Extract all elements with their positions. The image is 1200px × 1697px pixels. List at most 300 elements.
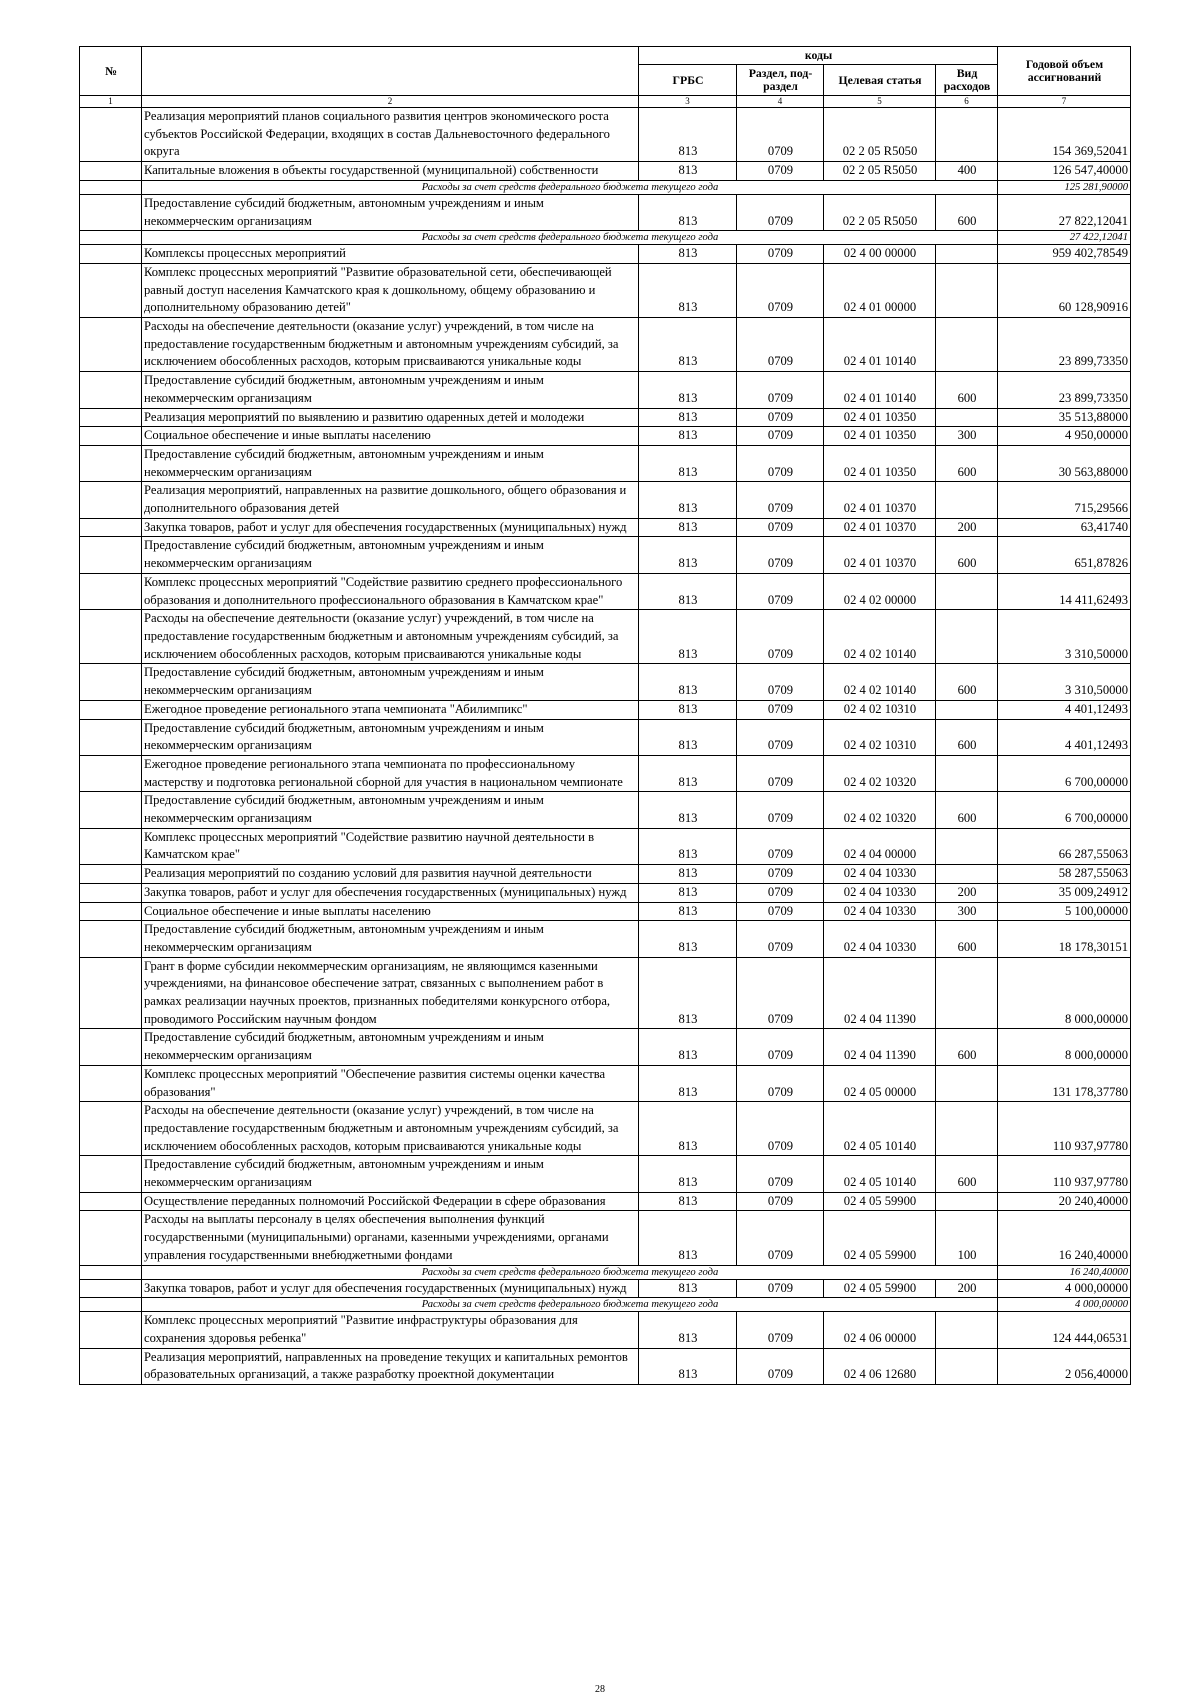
cell-amount: 23 899,73350 — [998, 318, 1131, 372]
cell-vid-raskhodov — [936, 1102, 998, 1156]
cell-number — [80, 573, 142, 609]
header-annual-amount: Годовой объем ассигнований — [998, 47, 1131, 96]
cell-grbs: 813 — [639, 573, 737, 609]
column-numbers-row — [80, 96, 1131, 108]
cell-razdel: 0709 — [737, 1065, 824, 1101]
cell-name: Реализация мероприятий, направленных на проведение текущих и капитальных ремонтов образовательных организаций, а также разработку проектной документации — [142, 1348, 639, 1384]
cell-grbs: 813 — [639, 1065, 737, 1101]
table-row — [80, 921, 1131, 957]
cell-razdel: 0709 — [737, 518, 824, 537]
cell-name: Предоставление субсидий бюджетным, автономным учреждениям и иным некоммерческим организациям — [142, 1156, 639, 1192]
cell-number — [80, 1312, 142, 1348]
table-row — [80, 427, 1131, 446]
cell-amount: 124 444,06531 — [998, 1312, 1131, 1348]
cell-name: Комплекс процессных мероприятий "Развитие инфраструктуры образования для сохранения здоровья ребенка" — [142, 1312, 639, 1348]
cell-vid-raskhodov: 200 — [936, 1279, 998, 1298]
cell-vid-raskhodov: 600 — [936, 921, 998, 957]
cell-tselevaya-statya: 02 4 01 10350 — [824, 427, 936, 446]
table-row — [80, 828, 1131, 864]
cell-amount: 5 100,00000 — [998, 902, 1131, 921]
table-header — [80, 47, 1131, 108]
header-codes: коды — [639, 47, 998, 65]
cell-razdel: 0709 — [737, 792, 824, 828]
cell-number — [80, 664, 142, 700]
column-number: 5 — [824, 96, 936, 108]
header-name — [142, 47, 639, 96]
cell-number — [80, 194, 142, 230]
cell-razdel: 0709 — [737, 700, 824, 719]
cell-vid-raskhodov — [936, 957, 998, 1029]
cell-tselevaya-statya: 02 4 02 10310 — [824, 700, 936, 719]
cell-amount: 35 513,88000 — [998, 408, 1131, 427]
cell-tselevaya-statya: 02 4 04 10330 — [824, 883, 936, 902]
cell-number — [80, 445, 142, 481]
cell-razdel: 0709 — [737, 865, 824, 884]
cell-name: Расходы на обеспечение деятельности (оказание услуг) учреждений, в том числе на предоставление государственным бюджетным и автономным учреждениям субсидий, за исключением обособленных расходов, которым присваиваются уникальные коды — [142, 610, 639, 664]
cell-razdel: 0709 — [737, 408, 824, 427]
cell-amount: 125 281,90000 — [998, 180, 1131, 194]
cell-razdel: 0709 — [737, 445, 824, 481]
cell-vid-raskhodov: 400 — [936, 162, 998, 181]
cell-number — [80, 1211, 142, 1265]
cell-amount: 4 000,00000 — [998, 1298, 1131, 1312]
table-row — [80, 1211, 1131, 1265]
cell-grbs: 813 — [639, 902, 737, 921]
cell-tselevaya-statya: 02 2 05 R5050 — [824, 194, 936, 230]
cell-vid-raskhodov: 200 — [936, 883, 998, 902]
cell-number — [80, 1348, 142, 1384]
cell-amount: 23 899,73350 — [998, 372, 1131, 408]
cell-grbs: 813 — [639, 1192, 737, 1211]
cell-number — [80, 245, 142, 264]
cell-number — [80, 231, 142, 245]
cell-tselevaya-statya: 02 4 02 10320 — [824, 792, 936, 828]
cell-number — [80, 902, 142, 921]
cell-grbs: 813 — [639, 1156, 737, 1192]
cell-tselevaya-statya: 02 4 06 12680 — [824, 1348, 936, 1384]
cell-name: Расходы на выплаты персоналу в целях обеспечения выполнения функций государственными (муниципальными) органами, казенными учреждениями, органами управления государственными внебюджетными фондами — [142, 1211, 639, 1265]
table-row — [80, 1279, 1131, 1298]
cell-amount: 14 411,62493 — [998, 573, 1131, 609]
header-grbs: ГРБС — [639, 65, 737, 96]
cell-grbs: 813 — [639, 537, 737, 573]
cell-razdel: 0709 — [737, 883, 824, 902]
cell-razdel: 0709 — [737, 1029, 824, 1065]
cell-razdel: 0709 — [737, 610, 824, 664]
cell-tselevaya-statya: 02 4 04 10330 — [824, 921, 936, 957]
cell-number — [80, 537, 142, 573]
table-row — [80, 1029, 1131, 1065]
cell-amount: 110 937,97780 — [998, 1156, 1131, 1192]
cell-number — [80, 719, 142, 755]
cell-amount: 4 401,12493 — [998, 719, 1131, 755]
table-row — [80, 162, 1131, 181]
cell-number — [80, 482, 142, 518]
cell-grbs: 813 — [639, 518, 737, 537]
table-row — [80, 719, 1131, 755]
cell-name: Расходы за счет средств федерального бюджета текущего года — [142, 231, 998, 245]
cell-amount: 63,41740 — [998, 518, 1131, 537]
cell-name: Расходы на обеспечение деятельности (оказание услуг) учреждений, в том числе на предоставление государственным бюджетным и автономным учреждениям субсидий, за исключением обособленных расходов, которым присваиваются уникальные коды — [142, 1102, 639, 1156]
cell-razdel: 0709 — [737, 318, 824, 372]
table-row — [80, 573, 1131, 609]
cell-razdel: 0709 — [737, 427, 824, 446]
cell-number — [80, 1156, 142, 1192]
cell-name: Комплексы процессных мероприятий — [142, 245, 639, 264]
cell-grbs: 813 — [639, 921, 737, 957]
cell-name: Реализация мероприятий по созданию условий для развития научной деятельности — [142, 865, 639, 884]
cell-number — [80, 108, 142, 162]
cell-name: Комплекс процессных мероприятий "Содействие развитию среднего профессионального образования и дополнительного профессионального образования в Камчатском крае" — [142, 573, 639, 609]
table-row — [80, 408, 1131, 427]
cell-grbs: 813 — [639, 482, 737, 518]
cell-grbs: 813 — [639, 957, 737, 1029]
table-row — [80, 957, 1131, 1029]
cell-tselevaya-statya: 02 4 02 10140 — [824, 610, 936, 664]
cell-grbs: 813 — [639, 1102, 737, 1156]
cell-name: Предоставление субсидий бюджетным, автономным учреждениям и иным некоммерческим организациям — [142, 537, 639, 573]
cell-vid-raskhodov — [936, 865, 998, 884]
cell-number — [80, 427, 142, 446]
cell-grbs: 813 — [639, 1211, 737, 1265]
cell-name: Социальное обеспечение и иные выплаты населению — [142, 427, 639, 446]
cell-razdel: 0709 — [737, 1348, 824, 1384]
table-row — [80, 1192, 1131, 1211]
cell-name: Комплекс процессных мероприятий "Содействие развитию научной деятельности в Камчатском крае" — [142, 828, 639, 864]
cell-number — [80, 180, 142, 194]
cell-vid-raskhodov — [936, 1065, 998, 1101]
cell-amount: 27 822,12041 — [998, 194, 1131, 230]
cell-number — [80, 921, 142, 957]
cell-name: Реализация мероприятий по выявлению и развитию одаренных детей и молодежи — [142, 408, 639, 427]
cell-amount: 715,29566 — [998, 482, 1131, 518]
cell-tselevaya-statya: 02 4 04 10330 — [824, 865, 936, 884]
cell-amount: 4 950,00000 — [998, 427, 1131, 446]
cell-number — [80, 372, 142, 408]
cell-vid-raskhodov — [936, 828, 998, 864]
cell-tselevaya-statya: 02 4 02 10310 — [824, 719, 936, 755]
cell-vid-raskhodov — [936, 573, 998, 609]
cell-vid-raskhodov: 600 — [936, 537, 998, 573]
cell-vid-raskhodov: 100 — [936, 1211, 998, 1265]
table-row — [80, 865, 1131, 884]
column-number: 3 — [639, 96, 737, 108]
cell-razdel: 0709 — [737, 482, 824, 518]
cell-amount: 8 000,00000 — [998, 1029, 1131, 1065]
cell-number — [80, 883, 142, 902]
cell-tselevaya-statya: 02 4 01 10370 — [824, 537, 936, 573]
table-row — [80, 194, 1131, 230]
cell-razdel: 0709 — [737, 1192, 824, 1211]
cell-grbs: 813 — [639, 108, 737, 162]
cell-amount: 3 310,50000 — [998, 610, 1131, 664]
cell-razdel: 0709 — [737, 194, 824, 230]
cell-amount: 16 240,40000 — [998, 1265, 1131, 1279]
cell-number — [80, 1279, 142, 1298]
cell-number — [80, 755, 142, 791]
cell-amount: 651,87826 — [998, 537, 1131, 573]
cell-name: Реализация мероприятий, направленных на развитие дошкольного, общего образования и дополнительного образования детей — [142, 482, 639, 518]
cell-grbs: 813 — [639, 427, 737, 446]
cell-name: Ежегодное проведение регионального этапа чемпионата по профессиональному мастерству и подготовка региональной сборной для участия в национальном чемпионате — [142, 755, 639, 791]
cell-vid-raskhodov: 600 — [936, 664, 998, 700]
cell-grbs: 813 — [639, 1348, 737, 1384]
table-row-federal-note — [80, 1298, 1131, 1312]
cell-vid-raskhodov: 200 — [936, 518, 998, 537]
cell-name: Расходы за счет средств федерального бюджета текущего года — [142, 1265, 998, 1279]
cell-name: Предоставление субсидий бюджетным, автономным учреждениям и иным некоммерческим организациям — [142, 792, 639, 828]
cell-amount: 110 937,97780 — [998, 1102, 1131, 1156]
cell-tselevaya-statya: 02 4 04 11390 — [824, 1029, 936, 1065]
cell-name: Расходы на обеспечение деятельности (оказание услуг) учреждений, в том числе на предоставление государственным бюджетным и автономным учреждениям субсидий, за исключением обособленных расходов, которым присваиваются уникальные коды — [142, 318, 639, 372]
cell-tselevaya-statya: 02 4 06 00000 — [824, 1312, 936, 1348]
cell-vid-raskhodov: 600 — [936, 1029, 998, 1065]
cell-number — [80, 610, 142, 664]
table-row-federal-note — [80, 1265, 1131, 1279]
cell-name: Осуществление переданных полномочий Российской Федерации в сфере образования — [142, 1192, 639, 1211]
header-tselevaya-statya: Целевая статья — [824, 65, 936, 96]
cell-vid-raskhodov — [936, 263, 998, 317]
cell-razdel: 0709 — [737, 957, 824, 1029]
table-row — [80, 664, 1131, 700]
cell-name: Предоставление субсидий бюджетным, автономным учреждениям и иным некоммерческим организациям — [142, 194, 639, 230]
cell-name: Предоставление субсидий бюджетным, автономным учреждениям и иным некоммерческим организациям — [142, 921, 639, 957]
cell-tselevaya-statya: 02 4 05 59900 — [824, 1211, 936, 1265]
cell-vid-raskhodov: 600 — [936, 719, 998, 755]
cell-number — [80, 263, 142, 317]
cell-razdel: 0709 — [737, 828, 824, 864]
cell-vid-raskhodov — [936, 482, 998, 518]
table-row — [80, 700, 1131, 719]
cell-amount: 959 402,78549 — [998, 245, 1131, 264]
cell-name: Закупка товаров, работ и услуг для обеспечения государственных (муниципальных) нужд — [142, 1279, 639, 1298]
cell-number — [80, 318, 142, 372]
cell-razdel: 0709 — [737, 1211, 824, 1265]
cell-razdel: 0709 — [737, 162, 824, 181]
cell-name: Закупка товаров, работ и услуг для обеспечения государственных (муниципальных) нужд — [142, 518, 639, 537]
cell-grbs: 813 — [639, 445, 737, 481]
table-row — [80, 1312, 1131, 1348]
cell-name: Капитальные вложения в объекты государственной (муниципальной) собственности — [142, 162, 639, 181]
cell-grbs: 813 — [639, 828, 737, 864]
cell-amount: 4 401,12493 — [998, 700, 1131, 719]
cell-amount: 58 287,55063 — [998, 865, 1131, 884]
cell-vid-raskhodov — [936, 318, 998, 372]
cell-grbs: 813 — [639, 408, 737, 427]
cell-razdel: 0709 — [737, 245, 824, 264]
table-row — [80, 610, 1131, 664]
column-number: 7 — [998, 96, 1131, 108]
cell-tselevaya-statya: 02 4 05 10140 — [824, 1102, 936, 1156]
cell-amount: 126 547,40000 — [998, 162, 1131, 181]
column-number: 6 — [936, 96, 998, 108]
budget-table — [79, 46, 1131, 1385]
cell-razdel: 0709 — [737, 1279, 824, 1298]
table-row-federal-note — [80, 180, 1131, 194]
cell-number — [80, 518, 142, 537]
cell-tselevaya-statya: 02 4 02 10320 — [824, 755, 936, 791]
table-row-federal-note — [80, 231, 1131, 245]
cell-vid-raskhodov — [936, 755, 998, 791]
table-row — [80, 1102, 1131, 1156]
cell-tselevaya-statya: 02 4 01 10140 — [824, 318, 936, 372]
cell-name: Комплекс процессных мероприятий "Развитие образовательной сети, обеспечивающей равный доступ населения Камчатского края к дошкольному, общему образованию и дополнительному образованию детей" — [142, 263, 639, 317]
cell-number — [80, 1265, 142, 1279]
cell-tselevaya-statya: 02 4 05 00000 — [824, 1065, 936, 1101]
cell-number — [80, 1298, 142, 1312]
cell-grbs: 813 — [639, 755, 737, 791]
column-number: 1 — [80, 96, 142, 108]
cell-tselevaya-statya: 02 4 01 10350 — [824, 408, 936, 427]
cell-amount: 131 178,37780 — [998, 1065, 1131, 1101]
cell-vid-raskhodov — [936, 1192, 998, 1211]
cell-grbs: 813 — [639, 700, 737, 719]
cell-vid-raskhodov: 600 — [936, 445, 998, 481]
cell-vid-raskhodov — [936, 610, 998, 664]
table-row — [80, 263, 1131, 317]
cell-name: Комплекс процессных мероприятий "Обеспечение развития системы оценки качества образования" — [142, 1065, 639, 1101]
cell-name: Предоставление субсидий бюджетным, автономным учреждениям и иным некоммерческим организациям — [142, 719, 639, 755]
cell-amount: 6 700,00000 — [998, 755, 1131, 791]
cell-name: Предоставление субсидий бюджетным, автономным учреждениям и иным некоммерческим организациям — [142, 372, 639, 408]
cell-razdel: 0709 — [737, 664, 824, 700]
cell-name: Предоставление субсидий бюджетным, автономным учреждениям и иным некоммерческим организациям — [142, 1029, 639, 1065]
cell-razdel: 0709 — [737, 537, 824, 573]
header-number: № — [80, 47, 142, 96]
cell-number — [80, 1102, 142, 1156]
table-row — [80, 1156, 1131, 1192]
table-row — [80, 372, 1131, 408]
cell-vid-raskhodov — [936, 1348, 998, 1384]
cell-number — [80, 1065, 142, 1101]
cell-amount: 30 563,88000 — [998, 445, 1131, 481]
cell-tselevaya-statya: 02 4 05 59900 — [824, 1279, 936, 1298]
header-razdel: Раздел, под-раздел — [737, 65, 824, 96]
table-row — [80, 902, 1131, 921]
cell-amount: 66 287,55063 — [998, 828, 1131, 864]
cell-grbs: 813 — [639, 1312, 737, 1348]
cell-razdel: 0709 — [737, 1102, 824, 1156]
cell-amount: 27 422,12041 — [998, 231, 1131, 245]
cell-amount: 18 178,30151 — [998, 921, 1131, 957]
cell-tselevaya-statya: 02 4 04 10330 — [824, 902, 936, 921]
table-row — [80, 1348, 1131, 1384]
cell-number — [80, 828, 142, 864]
cell-name: Расходы за счет средств федерального бюджета текущего года — [142, 1298, 998, 1312]
cell-name: Предоставление субсидий бюджетным, автономным учреждениям и иным некоммерческим организациям — [142, 445, 639, 481]
cell-number — [80, 162, 142, 181]
table-row — [80, 792, 1131, 828]
cell-amount: 20 240,40000 — [998, 1192, 1131, 1211]
table-body — [80, 108, 1131, 1385]
cell-tselevaya-statya: 02 2 05 R5050 — [824, 108, 936, 162]
cell-vid-raskhodov — [936, 245, 998, 264]
cell-razdel: 0709 — [737, 719, 824, 755]
cell-name: Социальное обеспечение и иные выплаты населению — [142, 902, 639, 921]
cell-grbs: 813 — [639, 372, 737, 408]
cell-amount: 35 009,24912 — [998, 883, 1131, 902]
cell-tselevaya-statya: 02 4 01 10370 — [824, 482, 936, 518]
cell-tselevaya-statya: 02 4 05 10140 — [824, 1156, 936, 1192]
cell-tselevaya-statya: 02 2 05 R5050 — [824, 162, 936, 181]
cell-vid-raskhodov — [936, 1312, 998, 1348]
table-row — [80, 482, 1131, 518]
cell-number — [80, 957, 142, 1029]
cell-razdel: 0709 — [737, 1312, 824, 1348]
cell-amount: 8 000,00000 — [998, 957, 1131, 1029]
cell-name: Предоставление субсидий бюджетным, автономным учреждениям и иным некоммерческим организациям — [142, 664, 639, 700]
cell-number — [80, 792, 142, 828]
cell-tselevaya-statya: 02 4 05 59900 — [824, 1192, 936, 1211]
cell-name: Закупка товаров, работ и услуг для обеспечения государственных (муниципальных) нужд — [142, 883, 639, 902]
cell-vid-raskhodov — [936, 108, 998, 162]
header-vid-raskhodov: Вид расходов — [936, 65, 998, 96]
table-row — [80, 518, 1131, 537]
budget-table-sheet — [79, 46, 1130, 1385]
cell-amount: 16 240,40000 — [998, 1211, 1131, 1265]
column-number: 2 — [142, 96, 639, 108]
cell-grbs: 813 — [639, 162, 737, 181]
cell-grbs: 813 — [639, 318, 737, 372]
cell-grbs: 813 — [639, 263, 737, 317]
table-row — [80, 755, 1131, 791]
cell-name: Ежегодное проведение регионального этапа чемпионата "Абилимпикс" — [142, 700, 639, 719]
cell-razdel: 0709 — [737, 263, 824, 317]
cell-vid-raskhodov — [936, 700, 998, 719]
cell-razdel: 0709 — [737, 372, 824, 408]
column-number: 4 — [737, 96, 824, 108]
cell-razdel: 0709 — [737, 902, 824, 921]
cell-amount: 60 128,90916 — [998, 263, 1131, 317]
cell-grbs: 813 — [639, 1279, 737, 1298]
cell-grbs: 813 — [639, 194, 737, 230]
cell-amount: 6 700,00000 — [998, 792, 1131, 828]
cell-tselevaya-statya: 02 4 04 11390 — [824, 957, 936, 1029]
cell-grbs: 813 — [639, 792, 737, 828]
cell-grbs: 813 — [639, 610, 737, 664]
cell-razdel: 0709 — [737, 1156, 824, 1192]
cell-grbs: 813 — [639, 865, 737, 884]
page-number: 28 — [595, 1684, 605, 1695]
cell-tselevaya-statya: 02 4 04 00000 — [824, 828, 936, 864]
cell-number — [80, 865, 142, 884]
cell-grbs: 813 — [639, 664, 737, 700]
table-row — [80, 318, 1131, 372]
cell-number — [80, 408, 142, 427]
cell-amount: 2 056,40000 — [998, 1348, 1131, 1384]
cell-tselevaya-statya: 02 4 01 10350 — [824, 445, 936, 481]
table-row — [80, 537, 1131, 573]
cell-amount: 154 369,52041 — [998, 108, 1131, 162]
cell-tselevaya-statya: 02 4 02 00000 — [824, 573, 936, 609]
table-row — [80, 883, 1131, 902]
table-row — [80, 108, 1131, 162]
cell-razdel: 0709 — [737, 921, 824, 957]
cell-vid-raskhodov: 600 — [936, 194, 998, 230]
cell-tselevaya-statya: 02 4 00 00000 — [824, 245, 936, 264]
cell-vid-raskhodov: 300 — [936, 427, 998, 446]
cell-razdel: 0709 — [737, 755, 824, 791]
cell-number — [80, 700, 142, 719]
cell-razdel: 0709 — [737, 573, 824, 609]
cell-razdel: 0709 — [737, 108, 824, 162]
cell-grbs: 813 — [639, 719, 737, 755]
cell-name: Реализация мероприятий планов социального развития центров экономического роста субъектов Российской Федерации, входящих в состав Дальневосточного федерального округа — [142, 108, 639, 162]
cell-number — [80, 1192, 142, 1211]
cell-tselevaya-statya: 02 4 01 10370 — [824, 518, 936, 537]
cell-tselevaya-statya: 02 4 02 10140 — [824, 664, 936, 700]
cell-tselevaya-statya: 02 4 01 10140 — [824, 372, 936, 408]
